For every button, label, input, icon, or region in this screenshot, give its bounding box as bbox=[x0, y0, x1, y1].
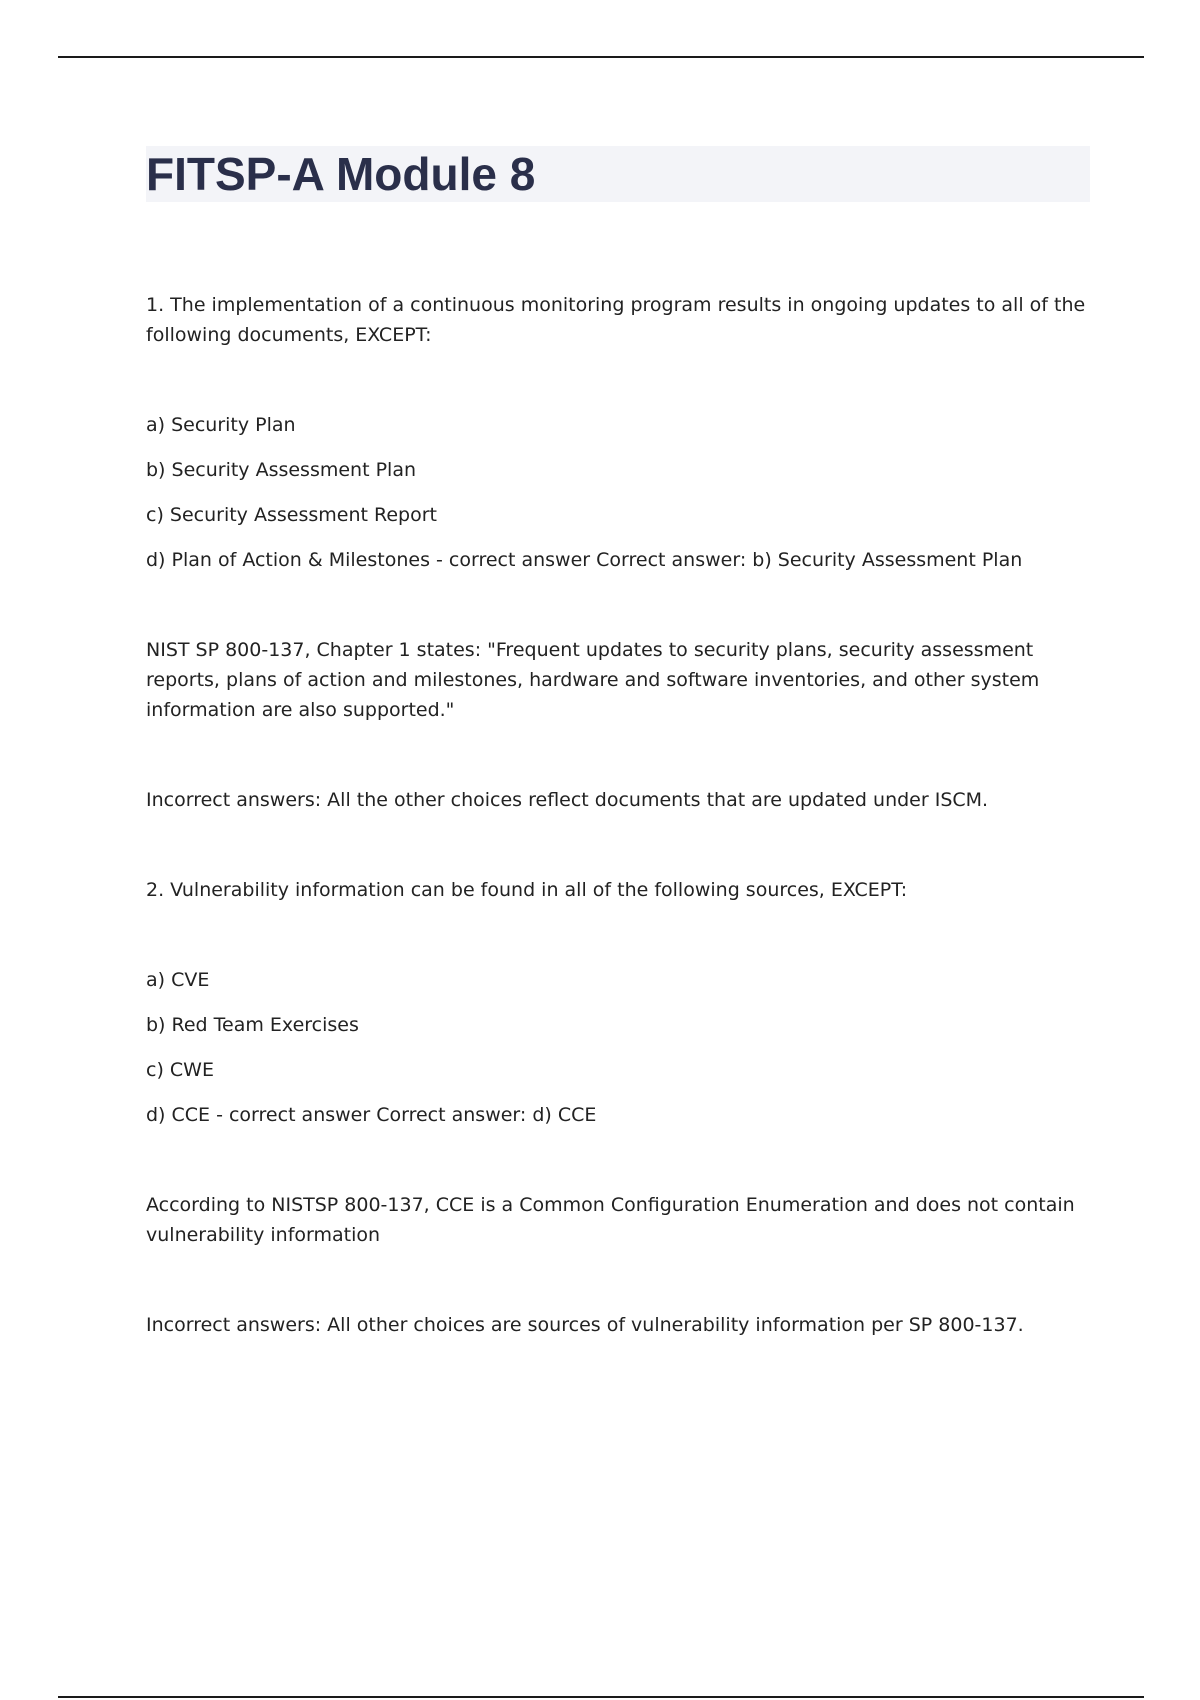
question-2 bbox=[146, 875, 1086, 1340]
answer-option: b) Security Assessment Plan bbox=[146, 459, 417, 481]
question-1 bbox=[146, 290, 1086, 815]
answer-option: a) Security Plan bbox=[146, 414, 296, 436]
answer-explanation: According to NISTSP 800-137, CCE is a Common Configuration Enumeration and does not contain vulnerability information bbox=[146, 1194, 1075, 1246]
answer-option: c) CWE bbox=[146, 1059, 214, 1081]
answer-option: b) Red Team Exercises bbox=[146, 1014, 359, 1036]
top-divider bbox=[58, 56, 1144, 58]
answer-explanation: NIST SP 800-137, Chapter 1 states: "Frequent updates to security plans, security assessment reports, plans of action and milestones, hardware and software inventories, and other system information are also supported." bbox=[146, 639, 1040, 721]
incorrect-answers-note: Incorrect answers: All the other choices reflect documents that are updated under ISCM. bbox=[146, 789, 989, 811]
incorrect-answers-note: Incorrect answers: All other choices are sources of vulnerability information per SP 800-137. bbox=[146, 1314, 1024, 1336]
answer-option-with-correct-answer: d) Plan of Action & Milestones - correct answer Correct answer: b) Security Assessment Plan bbox=[146, 549, 1023, 571]
page-title: FITSP-A Module 8 bbox=[146, 148, 536, 200]
answer-option: c) Security Assessment Report bbox=[146, 504, 437, 526]
answer-option-with-correct-answer: d) CCE - correct answer Correct answer: d) CCE bbox=[146, 1104, 597, 1126]
bottom-divider bbox=[58, 1696, 1144, 1698]
question-prompt: 2. Vulnerability information can be found in all of the following sources, EXCEPT: bbox=[146, 879, 908, 901]
question-prompt: 1. The implementation of a continuous monitoring program results in ongoing updates to all of the following documents, EXCEPT: bbox=[146, 294, 1086, 346]
document-body bbox=[146, 290, 1086, 1340]
answer-option: a) CVE bbox=[146, 969, 210, 991]
